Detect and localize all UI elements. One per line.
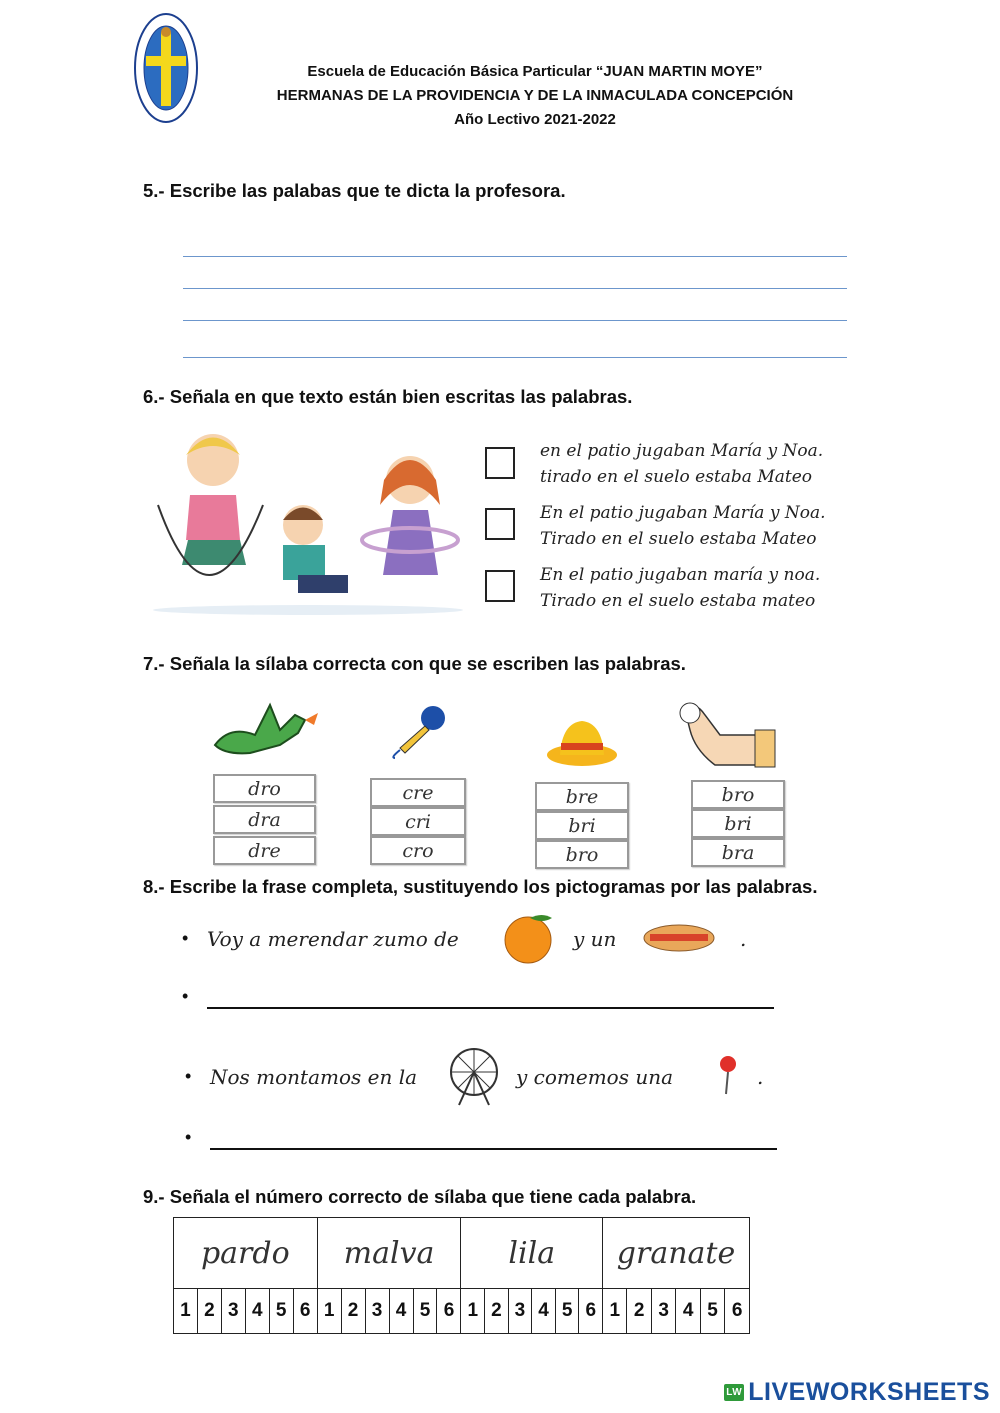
syllable-number[interactable]: 5 — [555, 1289, 579, 1334]
writing-line[interactable] — [183, 357, 847, 358]
orange-pictogram — [502, 912, 556, 969]
syllable-option[interactable]: bri — [535, 811, 629, 840]
sandwich-pictogram — [642, 922, 716, 959]
syllable-group-microphone — [370, 778, 466, 865]
word-granate: granate — [603, 1218, 750, 1289]
syllable-number[interactable]: 1 — [603, 1289, 627, 1334]
syllable-number[interactable]: 1 — [461, 1289, 485, 1334]
syllable-number[interactable]: 2 — [197, 1289, 221, 1334]
writing-line[interactable] — [183, 256, 847, 257]
word-lila: lila — [461, 1218, 603, 1289]
option-2-line-1: En el patio jugaban María y Noa. — [540, 503, 826, 523]
syllable-group-dragon — [213, 774, 316, 865]
answer-line-2[interactable] — [210, 1148, 777, 1150]
bullet: • — [185, 1127, 192, 1147]
syllable-number[interactable]: 4 — [245, 1289, 269, 1334]
option-3-line-1: En el patio jugaban maría y noa. — [540, 565, 821, 585]
writing-line[interactable] — [183, 320, 847, 321]
syllable-number[interactable]: 1 — [174, 1289, 198, 1334]
syllable-number[interactable]: 2 — [627, 1289, 651, 1334]
syllable-number[interactable]: 6 — [725, 1289, 750, 1334]
question-7-title: 7.- Señala la sílaba correcta con que se escriben las palabras. — [143, 653, 686, 674]
liveworksheets-logo — [724, 1378, 990, 1407]
option-1-checkbox[interactable] — [485, 447, 515, 479]
bullet: • — [182, 986, 189, 1006]
syllable-number[interactable]: 3 — [221, 1289, 245, 1334]
syllable-option[interactable]: dra — [213, 805, 316, 834]
sentence-1-part-2: y un — [573, 927, 617, 951]
syllable-number[interactable]: 6 — [579, 1289, 603, 1334]
option-3-line-2: Tirado en el suelo estaba mateo — [540, 591, 816, 611]
syllable-option[interactable]: dro — [213, 774, 316, 803]
lollipop-pictogram — [718, 1054, 738, 1101]
syllable-number[interactable]: 5 — [700, 1289, 724, 1334]
syllable-option[interactable]: bro — [535, 840, 629, 869]
syllable-option[interactable]: bra — [691, 838, 785, 867]
arm-picture — [675, 695, 780, 775]
option-1-line-1: en el patio jugaban María y Noa. — [540, 441, 824, 461]
ferris-wheel-pictogram — [445, 1045, 503, 1112]
bullet: • — [182, 928, 189, 948]
syllable-count-table — [173, 1217, 750, 1334]
sentence-1-part-1: Voy a merendar zumo de — [207, 927, 459, 951]
syllable-option[interactable]: bre — [535, 782, 629, 811]
option-3-checkbox[interactable] — [485, 570, 515, 602]
syllable-number[interactable]: 4 — [532, 1289, 556, 1334]
syllable-option[interactable]: dre — [213, 836, 316, 865]
writing-line[interactable] — [183, 288, 847, 289]
sentence-1-end: . — [740, 927, 747, 951]
question-9-title: 9.- Señala el número correcto de sílaba que tiene cada palabra. — [143, 1186, 697, 1207]
option-1-line-2: tirado en el suelo estaba Mateo — [540, 467, 813, 487]
syllable-option[interactable]: bri — [691, 809, 785, 838]
syllable-number[interactable]: 6 — [293, 1289, 317, 1334]
syllable-number[interactable]: 2 — [341, 1289, 365, 1334]
syllable-number[interactable]: 6 — [437, 1289, 461, 1334]
sentence-2-part-1: Nos montamos en la — [210, 1065, 418, 1089]
bullet: • — [185, 1066, 192, 1086]
question-5-title: 5.- Escribe las palabas que te dicta la profesora. — [143, 180, 566, 201]
syllable-number[interactable]: 3 — [508, 1289, 532, 1334]
lw-badge-icon: LW — [724, 1384, 744, 1401]
syllable-number[interactable]: 3 — [651, 1289, 675, 1334]
word-malva: malva — [317, 1218, 461, 1289]
option-2-line-2: Tirado en el suelo estaba Mateo — [540, 529, 817, 549]
syllable-option[interactable]: bro — [691, 780, 785, 809]
syllable-group-hat — [535, 782, 629, 869]
syllable-number[interactable]: 4 — [676, 1289, 700, 1334]
school-congregation: HERMANAS DE LA PROVIDENCIA Y DE LA INMACULADA CONCEPCIÓN — [276, 87, 794, 104]
question-6-title: 6.- Señala en que texto están bien escritas las palabras. — [143, 386, 633, 407]
syllable-number[interactable]: 2 — [485, 1289, 509, 1334]
syllable-option[interactable]: cre — [370, 778, 466, 807]
microphone-picture — [385, 700, 450, 765]
question-8-title: 8.- Escribe la frase completa, sustituyendo los pictogramas por las palabras. — [143, 876, 818, 897]
answer-line-1[interactable] — [207, 1007, 774, 1009]
school-logo — [133, 12, 199, 124]
syllable-number[interactable]: 1 — [317, 1289, 341, 1334]
option-2-checkbox[interactable] — [485, 508, 515, 540]
word-pardo: pardo — [174, 1218, 318, 1289]
dragon-picture — [210, 685, 320, 765]
liveworksheets-brand: LIVEWORKSHEETS — [748, 1378, 990, 1406]
sentence-2-end: . — [757, 1065, 764, 1089]
syllable-option[interactable]: cro — [370, 836, 466, 865]
syllable-group-arm — [691, 780, 785, 867]
syllable-number[interactable]: 4 — [389, 1289, 413, 1334]
syllable-number[interactable]: 3 — [365, 1289, 389, 1334]
sentence-2-part-2: y comemos una — [516, 1065, 674, 1089]
syllable-number[interactable]: 5 — [413, 1289, 437, 1334]
syllable-number[interactable]: 5 — [269, 1289, 293, 1334]
hat-picture — [545, 715, 620, 775]
syllable-option[interactable]: cri — [370, 807, 466, 836]
children-playing-illustration — [148, 415, 466, 615]
school-year: Año Lectivo 2021-2022 — [454, 111, 616, 128]
school-name: Escuela de Educación Básica Particular “JUAN MARTIN MOYE” — [307, 63, 763, 80]
